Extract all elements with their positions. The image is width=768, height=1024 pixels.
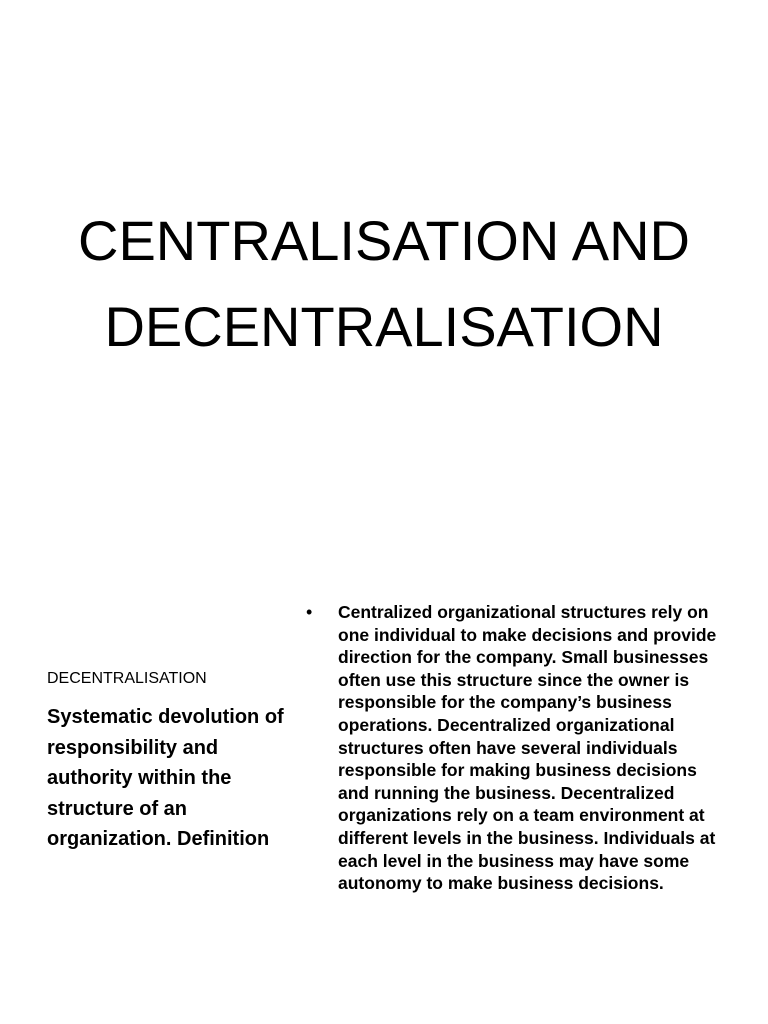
definition-heading: DECENTRALISATION (47, 670, 207, 687)
title-line-1: CENTRALISATION AND (78, 208, 690, 272)
bullet-item-text: Centralized organizational structures rely on one individual to make decisions and provide direction for the company. Small businesses often use this structure since the owner is responsible for the company’s business operations. Decentralized organizational structures often have several individuals responsible for making business decisions and running the business. Decentralized organizations rely on a team environment at different levels in the business. Individuals at each level in the business may have some autonomy to make business decisions. (338, 602, 717, 894)
slide-title (0, 198, 768, 370)
title-line-2: DECENTRALISATION (104, 294, 664, 358)
definition-text: Systematic devolution of responsibility and authority within the structure of an organization. Definition (47, 706, 284, 850)
bullet-icon: • (306, 602, 313, 622)
